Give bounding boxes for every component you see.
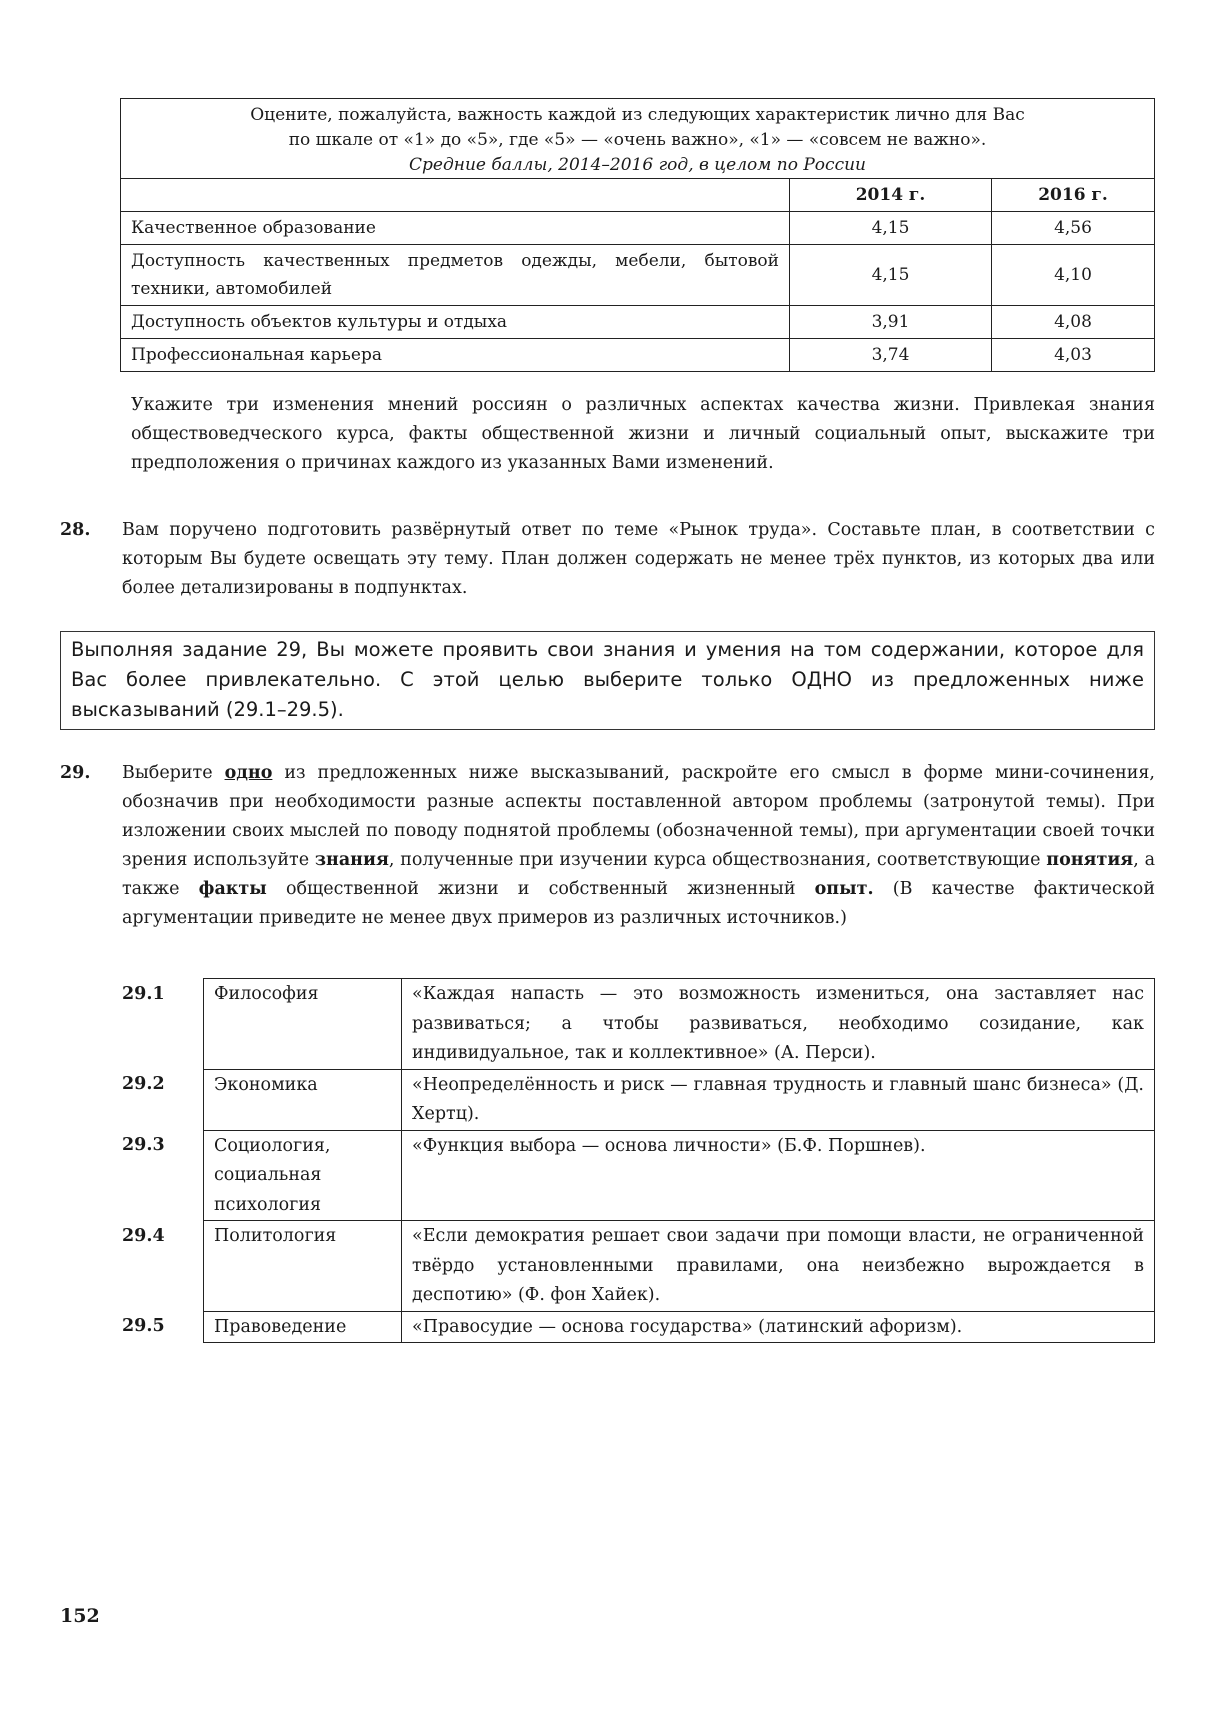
value-2014: 3,91 bbox=[790, 306, 992, 339]
emphasized-term: опыт. bbox=[814, 879, 874, 899]
emphasized-term: понятия bbox=[1046, 850, 1134, 870]
text-segment: (В качестве фактической аргументации приведите не менее двух примеров из различных источников.) bbox=[122, 879, 1155, 928]
page-number: 152 bbox=[60, 1605, 100, 1627]
statement-row bbox=[120, 1130, 1155, 1221]
statement-topic: Социология, социальная психология bbox=[204, 1130, 402, 1221]
text-segment: из предложенных ниже высказываний, раскройте его смысл в форме мини-сочинения, обозначив при необходимости разные аспекты поставленной автором проблемы (затронутой темы). При изложении своих мыслей по поводу поднятой проблемы (обозначенной темы), при аргументации своей точки зрения используйте bbox=[122, 763, 1155, 870]
table-row bbox=[121, 245, 1155, 306]
statement-number: 29.2 bbox=[122, 1074, 165, 1094]
statement-number: 29.3 bbox=[122, 1135, 165, 1155]
task-text bbox=[122, 759, 1155, 933]
survey-table-header bbox=[121, 99, 1155, 179]
statement-quote: «Каждая напасть — это возможность измениться, она заставляет нас развиваться; а чтобы развиваться, необходимо созидание, как индивидуальное, так и коллективное» (А. Перси). bbox=[402, 979, 1155, 1070]
survey-table bbox=[120, 98, 1155, 372]
emphasized-term: знания bbox=[314, 850, 389, 870]
task-number: 28. bbox=[60, 520, 91, 540]
statement-row bbox=[120, 979, 1155, 1070]
statement-row bbox=[120, 1069, 1155, 1130]
value-2014: 3,74 bbox=[790, 339, 992, 372]
text-segment: общественной жизни и собственный жизненный bbox=[266, 879, 815, 899]
emphasized-term: факты bbox=[198, 879, 267, 899]
value-2014: 4,15 bbox=[790, 245, 992, 306]
value-2016: 4,08 bbox=[992, 306, 1155, 339]
statement-topic: Экономика bbox=[204, 1069, 402, 1130]
statement-quote: «Если демократия решает свои задачи при помощи власти, не ограниченной твёрдо установленными правилами, она неизбежно вырождается в деспотию» (Ф. фон Хайек). bbox=[402, 1221, 1155, 1312]
statement-topic: Философия bbox=[204, 979, 402, 1070]
text-segment: Выберите bbox=[122, 763, 225, 783]
statement-row bbox=[120, 1311, 1155, 1343]
task-28 bbox=[60, 516, 1155, 603]
table-row bbox=[121, 212, 1155, 245]
value-2016: 4,10 bbox=[992, 245, 1155, 306]
statement-quote: «Правосудие — основа государства» (латинский афоризм). bbox=[402, 1311, 1155, 1343]
statement-number: 29.5 bbox=[122, 1316, 165, 1336]
table-row bbox=[121, 306, 1155, 339]
statements-table bbox=[120, 978, 1155, 1343]
task27-instruction: Укажите три изменения мнений россиян о различных аспектах качества жизни. Привлекая знания обществоведческого курса, факты общественной жизни и личный социальный опыт, выскажите три предположения о причинах каждого из указанных Вами изменений. bbox=[131, 395, 1155, 473]
row-label: Профессиональная карьера bbox=[121, 339, 790, 372]
survey-question-line1: Оцените, пожалуйста, важность каждой из следующих характеристик лично для Вас bbox=[250, 105, 1025, 125]
statement-topic: Политология bbox=[204, 1221, 402, 1312]
statement-topic: Правоведение bbox=[204, 1311, 402, 1343]
value-2016: 4,56 bbox=[992, 212, 1155, 245]
row-label: Доступность объектов культуры и отдыха bbox=[121, 306, 790, 339]
statement-quote: «Функция выбора — основа личности» (Б.Ф. Поршнев). bbox=[402, 1130, 1155, 1221]
task-29 bbox=[60, 759, 1155, 933]
table-row bbox=[121, 339, 1155, 372]
survey-question-line2: по шкале от «1» до «5», где «5» — «очень важно», «1» — «совсем не важно». bbox=[288, 130, 987, 150]
row-label: Доступность качественных предметов одежды, мебели, бытовой техники, автомобилей bbox=[121, 245, 790, 306]
survey-subtitle: Средние баллы, 2014–2016 год, в целом по России bbox=[409, 155, 866, 175]
column-header-2014: 2014 г. bbox=[790, 179, 992, 212]
empty-header-cell bbox=[121, 179, 790, 212]
statement-row bbox=[120, 1221, 1155, 1312]
text-segment: , полученные при изучении курса обществознания, соответствующие bbox=[388, 850, 1047, 870]
statement-number: 29.4 bbox=[122, 1225, 165, 1246]
row-label: Качественное образование bbox=[121, 212, 790, 245]
text-segment: , а также bbox=[122, 850, 1156, 899]
value-2014: 4,15 bbox=[790, 212, 992, 245]
task-number: 29. bbox=[60, 763, 91, 783]
emphasized-term: одно bbox=[224, 763, 273, 783]
statement-quote: «Неопределённость и риск — главная трудность и главный шанс бизнеса» (Д. Хертц). bbox=[402, 1069, 1155, 1130]
task-text: Вам поручено подготовить развёрнутый ответ по теме «Рынок труда». Составьте план, в соответствии с которым Вы будете освещать эту тему. План должен содержать не менее трёх пунктов, из которых два или более детализированы в подпунктах. bbox=[122, 520, 1155, 598]
statement-number: 29.1 bbox=[122, 983, 165, 1004]
value-2016: 4,03 bbox=[992, 339, 1155, 372]
notice-box: Выполняя задание 29, Вы можете проявить свои знания и умения на том содержании, которое для Вас более привлекательно. С этой целью выберите только ОДНО из предложенных ниже высказываний (29.1–29.5). bbox=[60, 631, 1155, 730]
column-header-2016: 2016 г. bbox=[992, 179, 1155, 212]
